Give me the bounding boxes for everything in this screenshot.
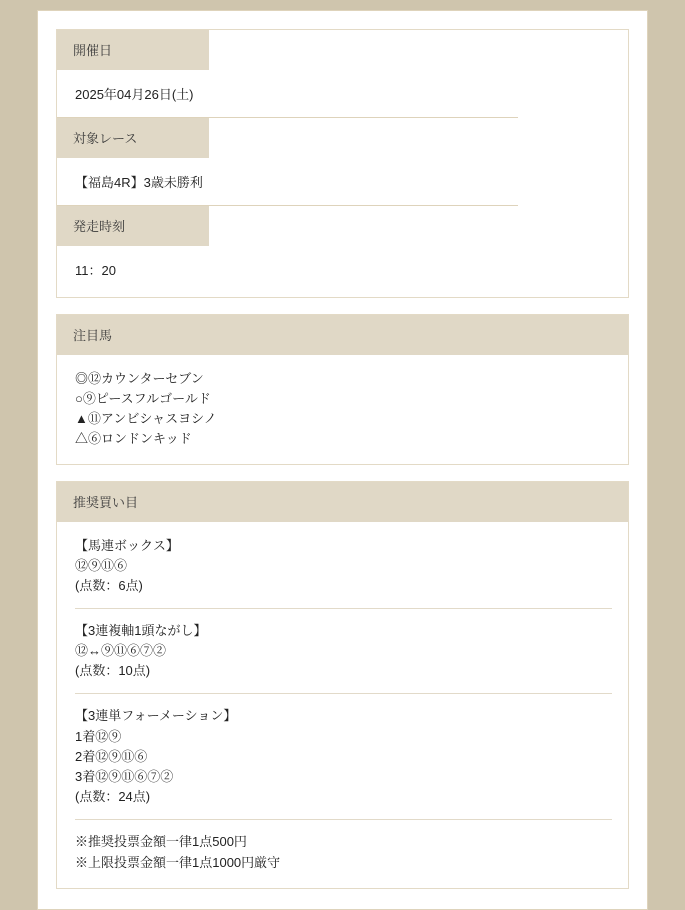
field-date-value: 2025年04月26日(土)	[57, 70, 518, 118]
bet-group-line: ⑫↔⑨⑪⑥⑦②	[75, 643, 167, 659]
horse-line: ▲⑪アンビシャスヨシノ	[75, 411, 217, 427]
document-inner	[38, 11, 647, 909]
bet-group-line: 2着⑫⑨⑪⑥	[75, 748, 148, 764]
recommended-bets-title: 推奨買い目	[57, 482, 628, 522]
featured-horses-title: 注目馬	[57, 315, 628, 355]
field-race-label: 対象レース	[57, 118, 209, 158]
recommended-bets-card	[56, 481, 629, 889]
field-date-label: 開催日	[57, 30, 209, 70]
race-info-card	[56, 29, 629, 298]
field-post-time-value: 11：20	[75, 263, 116, 278]
bet-group	[75, 536, 612, 609]
horse-line: △⑥ロンドンキッド	[75, 431, 192, 447]
field-race	[57, 118, 628, 206]
horse-line: ○⑨ピースフルゴールド	[75, 391, 211, 407]
bet-group	[75, 609, 612, 694]
bet-group	[75, 694, 612, 820]
bet-group-line: (点数：24点)	[75, 788, 151, 804]
bet-note-line: ※上限投票金額一律1点1000円厳守	[75, 854, 281, 870]
bet-group-line: 1着⑫⑨	[75, 728, 122, 744]
field-post-time-label: 発走時刻	[57, 206, 209, 246]
recommended-bets-body	[57, 522, 628, 888]
bet-group-heading: 【馬連ボックス】	[75, 537, 179, 553]
field-post-time	[57, 206, 628, 297]
field-race-value: 【福島4R】3歳未勝利	[57, 158, 518, 206]
bet-group-line: 3着⑫⑨⑪⑥⑦②	[75, 768, 174, 784]
bet-group-line: (点数：6点)	[75, 577, 143, 593]
horse-line: ◎⑫カウンターセブン	[75, 371, 204, 386]
field-date	[57, 30, 628, 118]
bet-notes	[75, 820, 612, 874]
document-page	[37, 10, 648, 910]
featured-horses-card	[56, 314, 629, 465]
bet-note-line: ※推奨投票金額一律1点500円	[75, 834, 247, 850]
bet-group-line: ⑫⑨⑪⑥	[75, 557, 128, 573]
bet-group-line: (点数：10点)	[75, 663, 151, 679]
bet-group-heading: 【3連複軸1頭ながし】	[75, 622, 207, 638]
bet-group-heading: 【3連単フォーメーション】	[75, 708, 237, 724]
featured-horses-body	[57, 355, 628, 464]
